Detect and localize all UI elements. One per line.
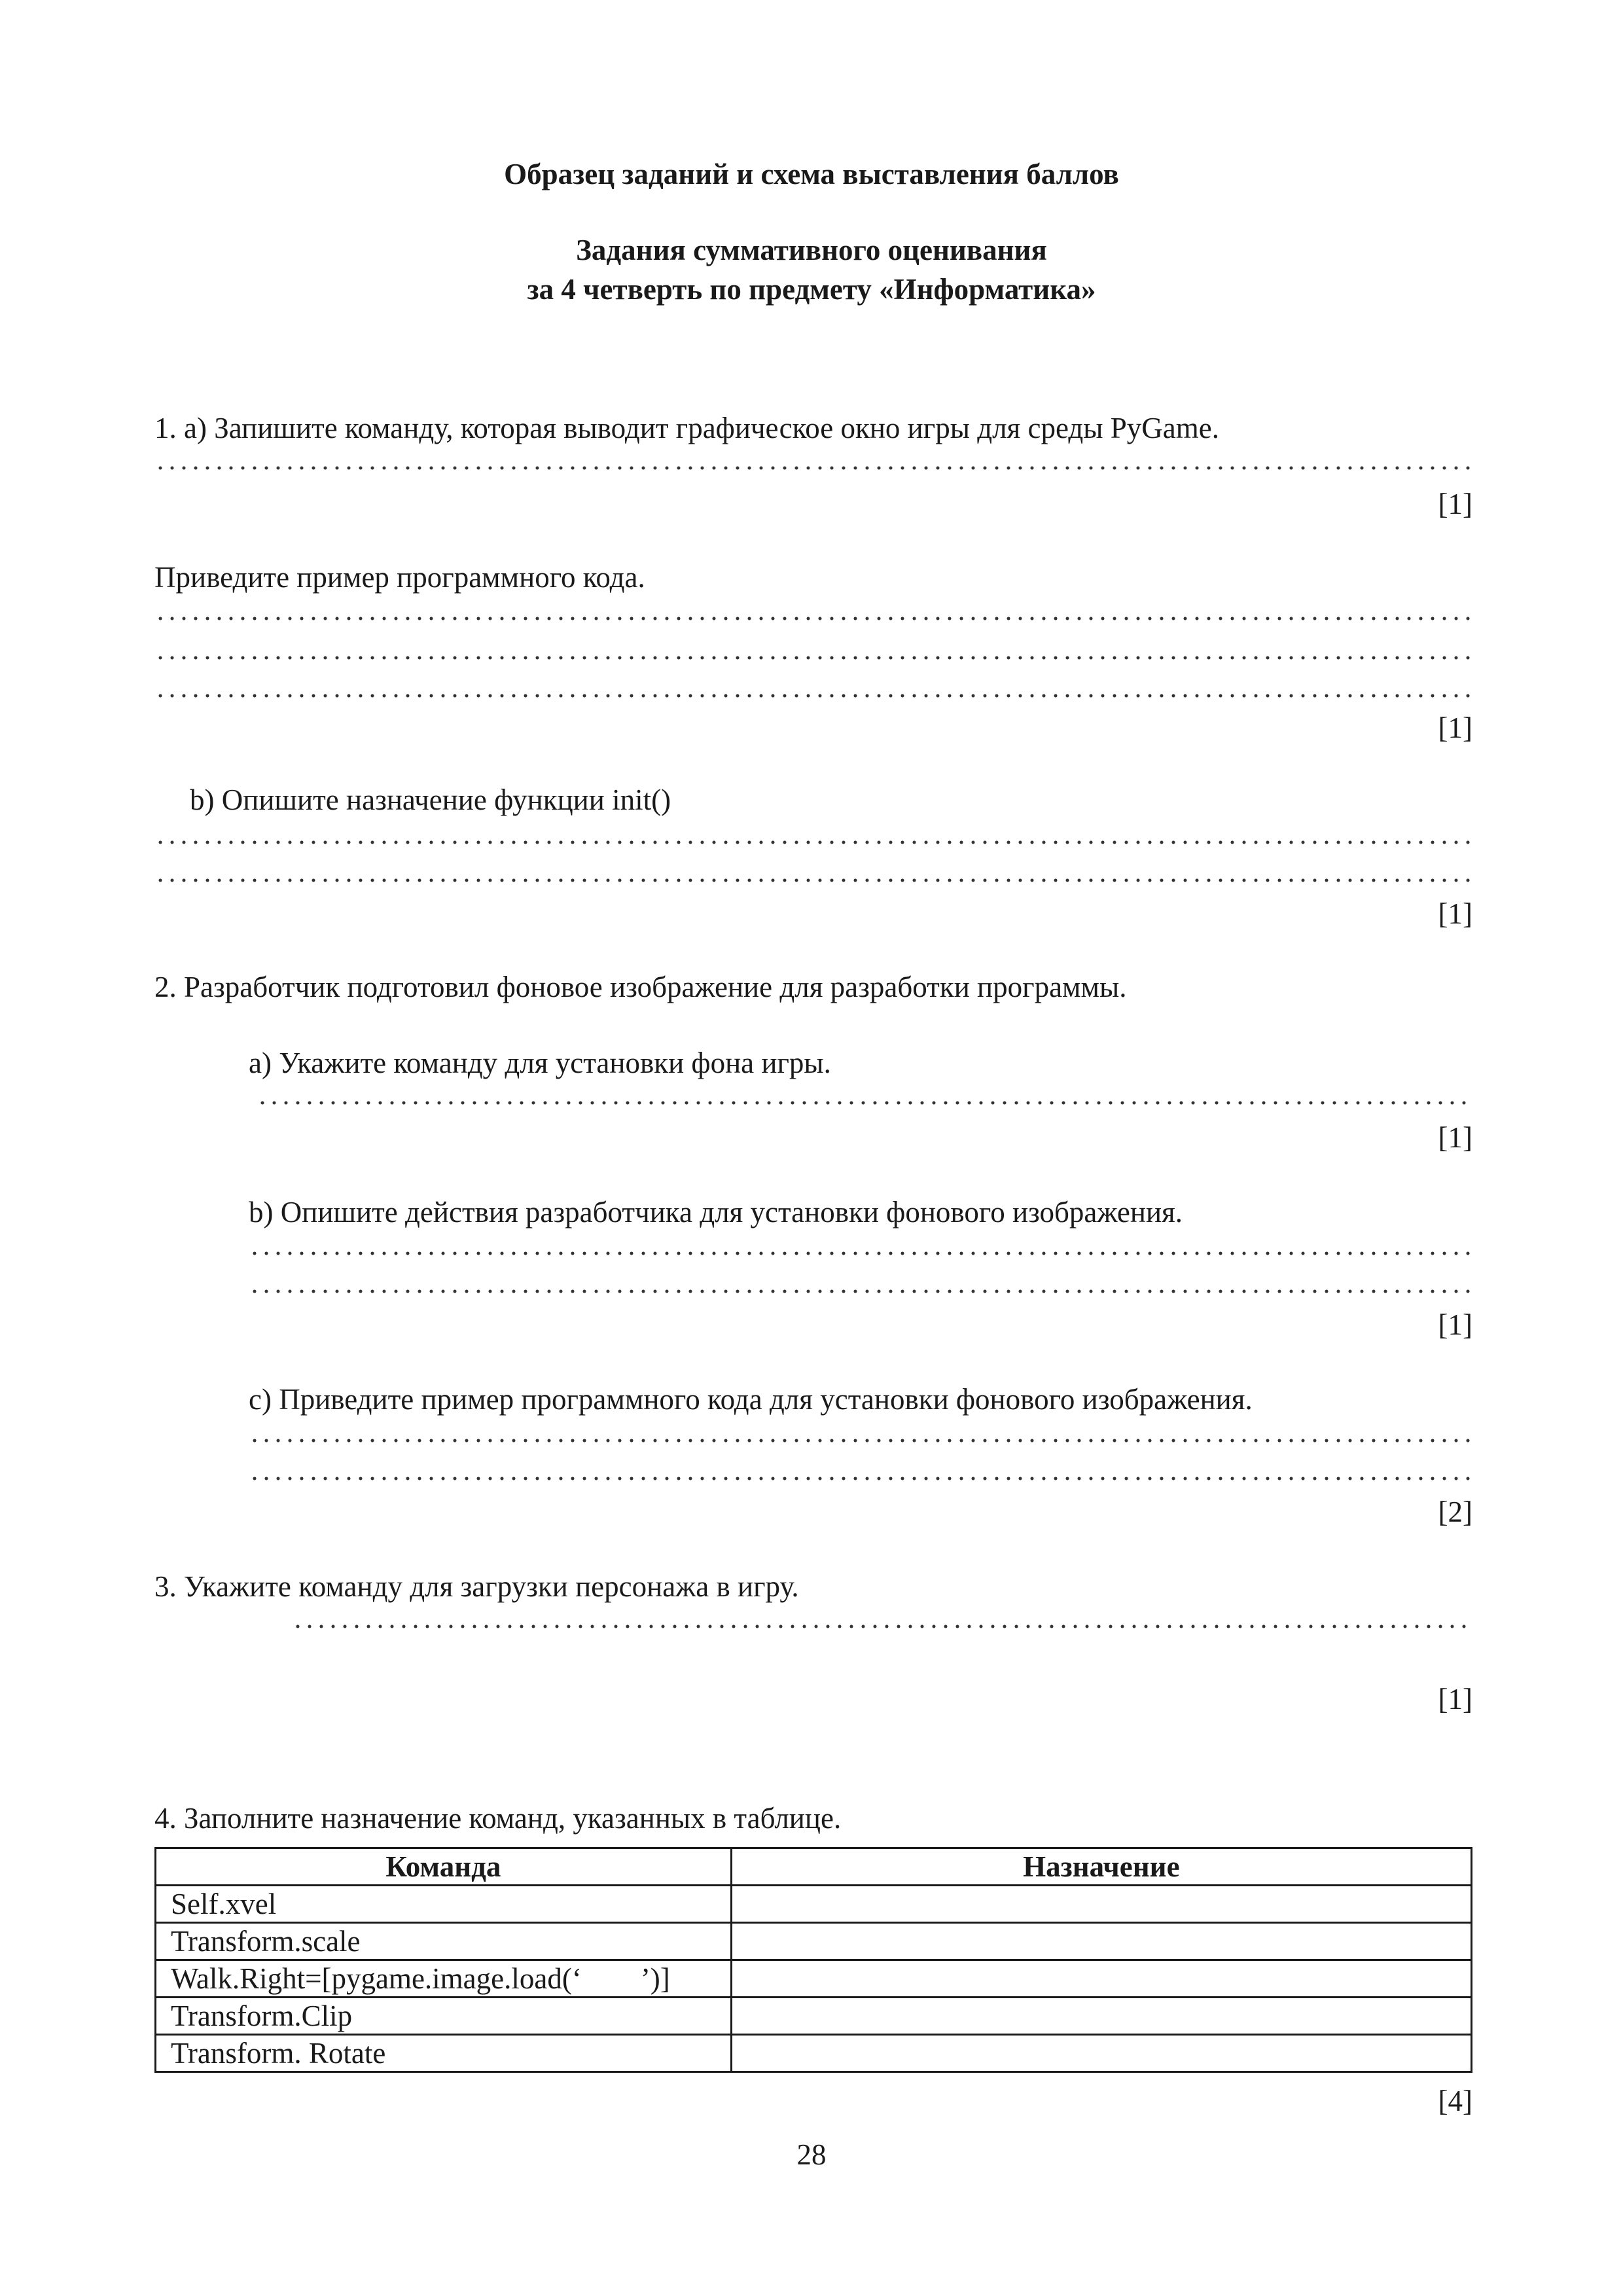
answer-line[interactable] xyxy=(154,465,1472,471)
purpose-cell[interactable] xyxy=(731,1960,1471,1998)
score-mark: [1] xyxy=(1438,488,1472,520)
answer-line[interactable] xyxy=(154,655,1472,661)
question-1-example-text: Приведите пример программного кода. xyxy=(154,561,645,594)
score-mark: [1] xyxy=(1438,1683,1472,1715)
purpose-cell[interactable] xyxy=(731,1923,1471,1960)
command-cell: Transform.scale xyxy=(156,1923,732,1960)
question-1b-text: b) Опишите назначение функции init() xyxy=(190,783,671,816)
command-cell: Walk.Right=[pygame.image.load(‘ ’)] xyxy=(156,1960,732,1998)
question-4-text: 4. Заполните назначение команд, указанных в таблице. xyxy=(154,1802,842,1835)
column-header-command: Команда xyxy=(156,1848,732,1886)
answer-line[interactable] xyxy=(249,1437,1472,1444)
score-mark: [2] xyxy=(1438,1496,1472,1528)
score-mark: [1] xyxy=(1438,1121,1472,1154)
document-subtitle-term: за 4 четверть по предмету «Информатика» xyxy=(527,273,1096,306)
command-cell: Transform. Rotate xyxy=(156,2035,732,2072)
table-row xyxy=(156,2035,1472,2072)
score-mark: [1] xyxy=(1438,711,1472,744)
answer-line[interactable] xyxy=(249,1250,1472,1257)
table-row xyxy=(156,1886,1472,1923)
answer-line[interactable] xyxy=(249,1288,1472,1295)
score-mark: [1] xyxy=(1438,1308,1472,1341)
answer-line[interactable] xyxy=(249,1475,1472,1482)
purpose-cell[interactable] xyxy=(731,2035,1471,2072)
question-3-text: 3. Укажите команду для загрузки персонажа в игру. xyxy=(154,1570,799,1603)
answer-line[interactable] xyxy=(292,1623,1472,1630)
question-2b-text: b) Опишите действия разработчика для установки фонового изображения. xyxy=(249,1196,1183,1229)
purpose-cell[interactable] xyxy=(731,1886,1471,1923)
purpose-cell[interactable] xyxy=(731,1998,1471,2035)
answer-line[interactable] xyxy=(154,692,1472,699)
answer-line[interactable] xyxy=(154,615,1472,622)
document-title: Образец заданий и схема выставления баллов xyxy=(504,158,1119,190)
table-row xyxy=(156,1923,1472,1960)
answer-line[interactable] xyxy=(154,839,1472,846)
question-2-text: 2. Разработчик подготовил фоновое изображение для разработки программы. xyxy=(154,971,1127,1003)
table-header-row xyxy=(156,1848,1472,1886)
commands-table xyxy=(154,1847,1472,2073)
score-mark: [4] xyxy=(1438,2085,1472,2117)
question-2c-text: c) Приведите пример программного кода для установки фонового изображения. xyxy=(249,1383,1253,1416)
question-1a-text: 1. a) Запишите команду, которая выводит графическое окно игры для среды PyGame. xyxy=(154,412,1219,444)
command-cell: Self.xvel xyxy=(156,1886,732,1923)
table-row xyxy=(156,1998,1472,2035)
page-number: 28 xyxy=(796,2138,827,2171)
table-row xyxy=(156,1960,1472,1998)
question-2a-text: a) Укажите команду для установки фона игры. xyxy=(249,1047,831,1079)
column-header-purpose: Назначение xyxy=(731,1848,1471,1886)
answer-line[interactable] xyxy=(257,1100,1472,1106)
answer-line[interactable] xyxy=(154,877,1472,884)
score-mark: [1] xyxy=(1438,897,1472,930)
command-cell: Transform.Clip xyxy=(156,1998,732,2035)
document-subtitle: Задания суммативного оценивания xyxy=(576,234,1047,266)
